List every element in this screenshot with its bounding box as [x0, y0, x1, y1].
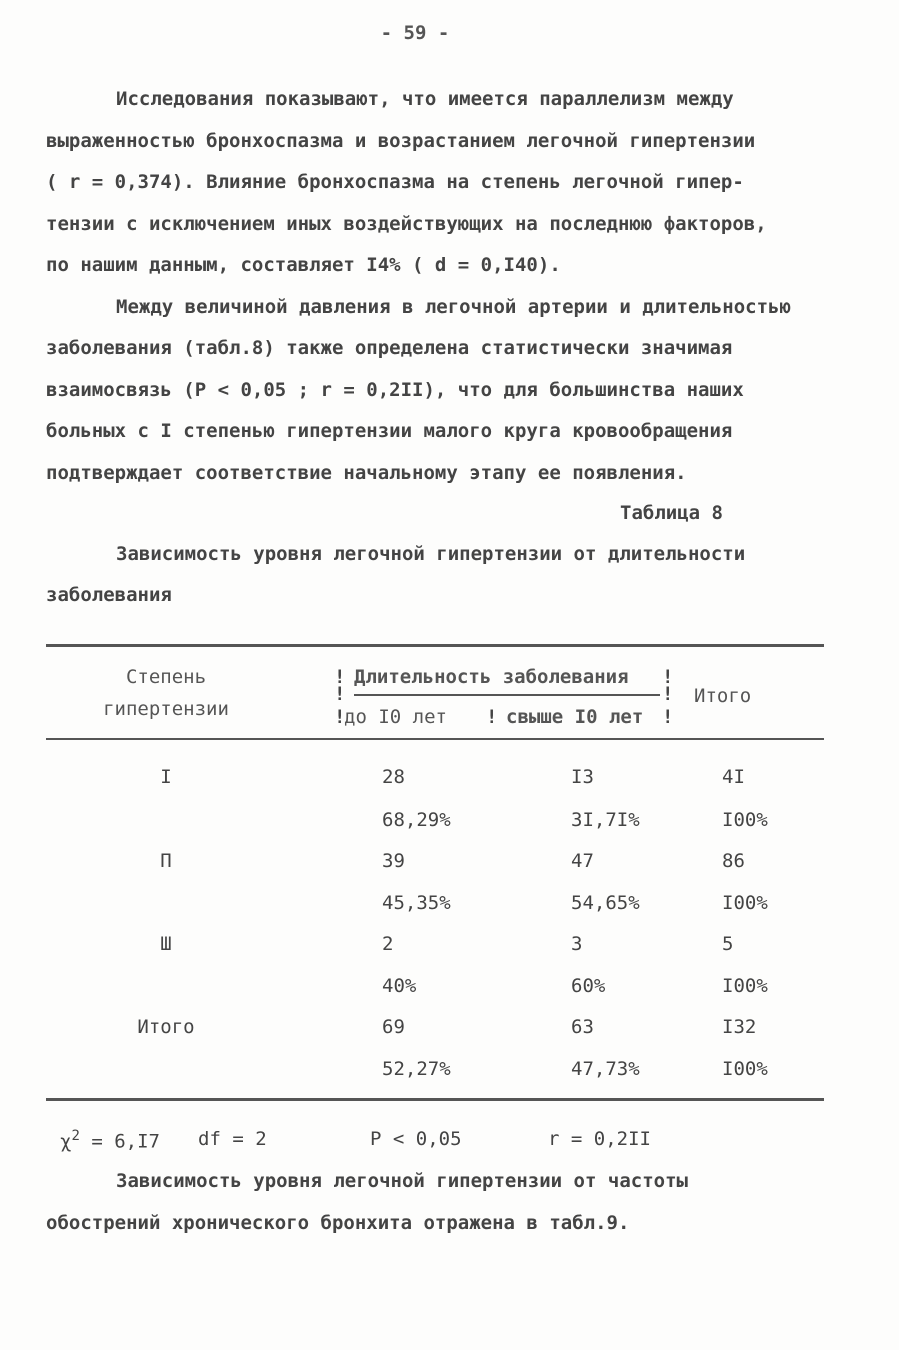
- row-label: Итого: [137, 1016, 195, 1038]
- paragraph2-line3: взаимосвязь (P < 0,05 ; r = 0,2II), что для большинства наших: [46, 379, 744, 401]
- paragraph1-line1: Исследования показывают, что имеется параллелизм между: [116, 88, 734, 110]
- cell-percent: I00%: [722, 892, 768, 914]
- paragraph1-line5: по нашим данным, составляет I4% ( d = 0,I40).: [46, 254, 561, 276]
- table-header-rule: [46, 738, 824, 740]
- cell-count: I32: [722, 1016, 757, 1038]
- header-under-10: до I0 лет: [344, 706, 447, 728]
- paragraph2-line5: подтверждает соответствие начальному этапу ее появления.: [46, 462, 687, 484]
- header-total: Итого: [694, 685, 752, 707]
- chi-symbol: χ: [60, 1130, 72, 1153]
- header-duration: Длительность заболевания: [354, 666, 629, 688]
- paragraph2-line1: Между величиной давления в легочной артерии и длительностью: [116, 296, 791, 318]
- cell-count: 5: [722, 933, 734, 955]
- cell-count: I3: [571, 766, 594, 788]
- cell-count: 69: [382, 1016, 405, 1038]
- header-degree-line1: Степень: [125, 666, 207, 688]
- cell-percent: I00%: [722, 809, 768, 831]
- paragraph3-line2: обострений хронического бронхита отражена в табл.9.: [46, 1212, 630, 1234]
- header-separator: !: [662, 706, 674, 728]
- cell-percent: 54,65%: [571, 892, 640, 914]
- stat-r: r = 0,2II: [548, 1128, 651, 1150]
- header-separator: !: [662, 666, 674, 688]
- cell-count: 86: [722, 850, 745, 872]
- cell-percent: I00%: [722, 1058, 768, 1080]
- header-separator: !: [334, 666, 346, 688]
- stat-df: df = 2: [198, 1128, 267, 1150]
- chi-superscript: 2: [71, 1128, 80, 1144]
- cell-count: 63: [571, 1016, 594, 1038]
- chi-value: = 6,I7: [91, 1130, 160, 1153]
- cell-count: 47: [571, 850, 594, 872]
- paragraph2-line2: заболевания (табл.8) также определена статистически значимая: [46, 337, 733, 359]
- page-number: - 59 -: [380, 22, 450, 44]
- header-separator: !: [334, 706, 346, 728]
- table-bottom-rule: [46, 1098, 824, 1101]
- cell-percent: 52,27%: [382, 1058, 451, 1080]
- cell-percent: 60%: [571, 975, 606, 997]
- header-over-10: свыше I0 лет: [506, 706, 644, 728]
- table-top-rule: [46, 644, 824, 647]
- cell-percent: 45,35%: [382, 892, 451, 914]
- row-label: Ш: [160, 933, 172, 955]
- paragraph1-line4: тензии с исключением иных воздействующих на последнюю факторов,: [46, 213, 767, 235]
- header-separator: !: [662, 683, 674, 705]
- cell-percent: 3I,7I%: [571, 809, 640, 831]
- paragraph1-line3: ( r = 0,374). Влияние бронхоспазма на степень легочной гипер-: [46, 171, 744, 193]
- cell-percent: I00%: [722, 975, 768, 997]
- header-degree-line2: гипертензии: [103, 698, 229, 720]
- cell-count: 4I: [722, 766, 745, 788]
- paragraph2-line4: больных с I степенью гипертензии малого круга кровообращения: [46, 420, 733, 442]
- stat-chi-square: [60, 1128, 160, 1152]
- cell-count: 3: [571, 933, 583, 955]
- cell-count: 2: [382, 933, 394, 955]
- cell-percent: 47,73%: [571, 1058, 640, 1080]
- row-label: I: [160, 766, 172, 788]
- row-label: П: [160, 850, 172, 872]
- paragraph1-line2: выраженностью бронхоспазма и возрастанием легочной гипертензии: [46, 130, 756, 152]
- cell-percent: 40%: [382, 975, 417, 997]
- table-title-line1: Зависимость уровня легочной гипертензии от длительности: [116, 543, 746, 565]
- cell-count: 39: [382, 850, 405, 872]
- stat-p: P < 0,05: [370, 1128, 462, 1150]
- paragraph3-line1: Зависимость уровня легочной гипертензии от частоты: [116, 1170, 688, 1192]
- header-separator: !: [486, 706, 498, 728]
- table-title-line2: заболевания: [46, 584, 172, 606]
- cell-count: 28: [382, 766, 405, 788]
- header-inner-rule: [354, 694, 660, 696]
- cell-percent: 68,29%: [382, 809, 451, 831]
- header-separator: !: [334, 683, 346, 705]
- table-label: Таблица 8: [620, 502, 723, 524]
